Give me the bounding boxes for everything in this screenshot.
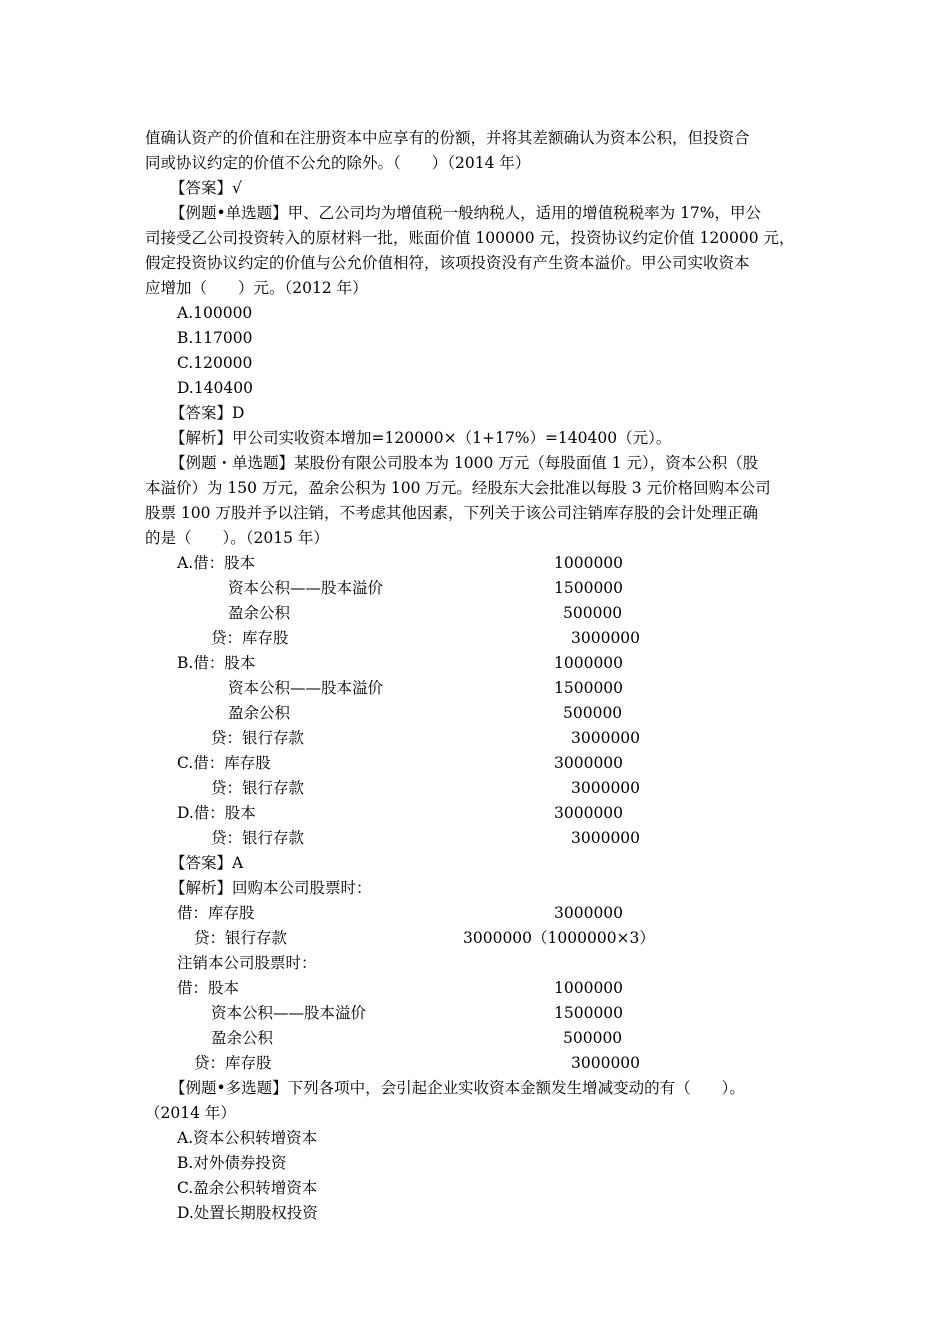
q2-optC-amount-1: 3000000 <box>554 754 624 772</box>
q2-cancel-title: 注销本公司股票时： <box>177 954 317 972</box>
q2-buy-amount-1: 3000000 <box>554 904 624 922</box>
q2-optB-debit-1: B.借：股本 <box>177 654 256 672</box>
q1-stem-line-4: 应增加（ ）元。（2012 年） <box>145 279 368 297</box>
q1-answer: 【答案】D <box>170 404 245 422</box>
q2-optB-amount-1: 1000000 <box>554 654 624 672</box>
q1-option-b: B.117000 <box>177 329 253 347</box>
q3-stem-line-1: 【例题•多选题】下列各项中，会引起企业实收资本金额发生增减变动的有（ ）。 <box>170 1079 745 1097</box>
q1-analysis: 【解析】甲公司实收资本增加=120000×（1+17%）=140400（元）。 <box>170 429 672 447</box>
q2-optC-debit: C.借：库存股 <box>177 754 271 772</box>
q2-stem-line-2: 本溢价）为 150 万元，盈余公积为 100 万元。经股东大会批准以每股 3 元价格回购本公司 <box>145 479 771 497</box>
q2-optB-amount-3: 500000 <box>563 704 623 722</box>
q2-stem-line-1: 【例题・单选题】某股份有限公司股本为 1000 万元（每股面值 1 元），资本公积（股 <box>170 454 759 472</box>
q2-optB-amount-2: 1500000 <box>554 679 624 697</box>
q2-buy-credit: 贷：银行存款 <box>194 929 288 947</box>
q2-optB-amount-4: 3000000 <box>571 729 641 747</box>
q2-optC-credit: 贷：银行存款 <box>211 779 305 797</box>
q2-optA-debit-3: 盈余公积 <box>228 604 291 622</box>
q3-stem-line-2: （2014 年） <box>145 1104 236 1122</box>
q2-cancel-amount-2: 1500000 <box>554 1004 624 1022</box>
q1-option-c: C.120000 <box>177 354 253 372</box>
q2-optA-debit-1: A.借：股本 <box>177 554 256 572</box>
q2-buy-debit: 借：库存股 <box>177 904 255 922</box>
q2-optD-amount-2: 3000000 <box>571 829 641 847</box>
q3-option-c: C.盈余公积转增资本 <box>177 1179 318 1197</box>
q2-analysis: 【解析】回购本公司股票时： <box>170 879 372 897</box>
intro-answer: 【答案】√ <box>170 179 242 197</box>
q2-cancel-debit-2: 资本公积——股本溢价 <box>211 1004 367 1022</box>
q2-cancel-debit-3: 盈余公积 <box>211 1029 274 1047</box>
q2-stem-line-3: 股票 100 万股并予以注销，不考虑其他因素，下列关于该公司注销库存股的会计处理正确 <box>145 504 758 522</box>
q2-cancel-debit-1: 借：股本 <box>177 979 240 997</box>
q1-stem-line-1: 【例题•单选题】甲、乙公司均为增值税一般纳税人，适用的增值税税率为 17%，甲公 <box>170 204 762 222</box>
q2-optA-amount-4: 3000000 <box>571 629 641 647</box>
q2-cancel-credit: 贷：库存股 <box>194 1054 272 1072</box>
q1-option-a: A.100000 <box>177 304 253 322</box>
q3-option-d: D.处置长期股权投资 <box>177 1204 318 1222</box>
q2-optB-debit-3: 盈余公积 <box>228 704 291 722</box>
q1-option-d: D.140400 <box>177 379 253 397</box>
q2-optA-credit: 贷：库存股 <box>211 629 289 647</box>
q2-answer: 【答案】A <box>170 854 244 872</box>
q1-stem-line-3: 假定投资协议约定的价值与公允价值相符，该项投资没有产生资本溢价。甲公司实收资本 <box>145 254 750 272</box>
q2-optD-amount-1: 3000000 <box>554 804 624 822</box>
intro-line-2: 同或协议约定的价值不公允的除外。（ ）（2014 年） <box>145 154 531 172</box>
q2-cancel-amount-3: 500000 <box>563 1029 623 1047</box>
q2-optA-amount-3: 500000 <box>563 604 623 622</box>
q2-optB-credit: 贷：银行存款 <box>211 729 305 747</box>
q2-optA-debit-2: 资本公积——股本溢价 <box>228 579 384 597</box>
q2-optD-credit: 贷：银行存款 <box>211 829 305 847</box>
q2-optA-amount-2: 1500000 <box>554 579 624 597</box>
q2-cancel-amount-4: 3000000 <box>571 1054 641 1072</box>
q3-option-b: B.对外债券投资 <box>177 1154 287 1172</box>
q2-optA-amount-1: 1000000 <box>554 554 624 572</box>
q2-cancel-amount-1: 1000000 <box>554 979 624 997</box>
q2-optC-amount-2: 3000000 <box>571 779 641 797</box>
q2-buy-amount-2: 3000000（1000000×3） <box>463 929 655 947</box>
q2-optD-debit: D.借：股本 <box>177 804 256 822</box>
q2-stem-line-4: 的是（ ）。（2015 年） <box>145 529 329 547</box>
intro-line-1: 值确认资产的价值和在注册资本中应享有的份额，并将其差额确认为资本公积，但投资合 <box>145 129 750 147</box>
q1-stem-line-2: 司接受乙公司投资转入的原材料一批，账面价值 100000 元，投资协议约定价值 120000 元， <box>145 229 795 247</box>
q2-optB-debit-2: 资本公积——股本溢价 <box>228 679 384 697</box>
q3-option-a: A.资本公积转增资本 <box>177 1129 318 1147</box>
